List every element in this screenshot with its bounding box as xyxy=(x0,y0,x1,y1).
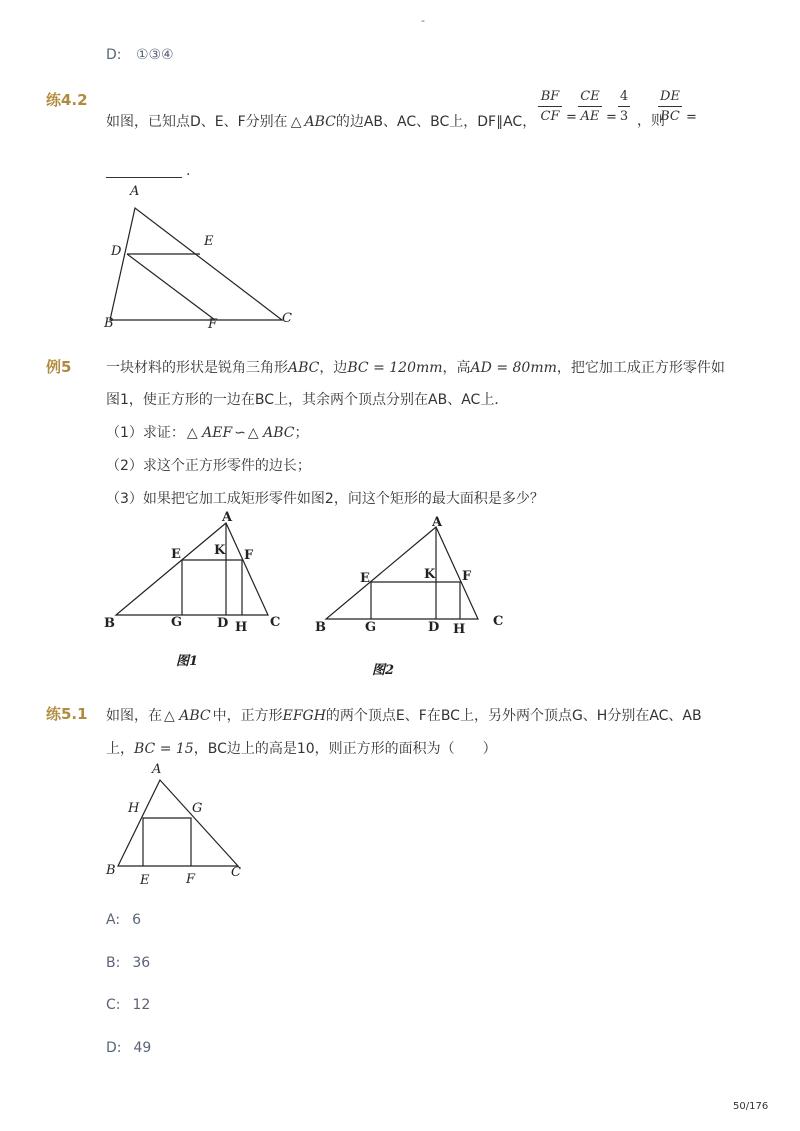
option-label: D: xyxy=(106,1040,122,1056)
label-a: A xyxy=(222,510,233,525)
label-g: G xyxy=(171,615,183,630)
example-5-line1 xyxy=(106,357,725,377)
option-value: 12 xyxy=(132,997,151,1013)
label-b: B xyxy=(315,620,326,635)
label-b: B xyxy=(106,863,116,878)
label-e: E xyxy=(140,873,150,888)
text-segment: （1）求证： xyxy=(106,425,185,441)
label-d: D xyxy=(111,244,122,259)
text-segment: ，BC边上的高是10，则正方形的面积为（ ） xyxy=(193,741,497,757)
label-b: B xyxy=(104,616,115,631)
label-c: C xyxy=(231,865,241,880)
option-label: B: xyxy=(106,955,121,971)
example-5-figure-1 xyxy=(100,505,290,675)
square-efgh xyxy=(143,818,191,866)
text-segment: ，高 xyxy=(442,360,471,376)
math-bc: BC = 15 xyxy=(134,741,194,757)
example-5-line2: 图1，使正方形的一边在BC上，其余两个顶点分别在AB、AC上． xyxy=(106,392,509,408)
triangle-abc xyxy=(326,527,478,619)
fraction-denominator: 3 xyxy=(619,109,629,124)
fraction-denominator: CF xyxy=(540,109,560,124)
label-g: G xyxy=(365,620,377,635)
example-5-question-3: （3）如果把它加工成矩形零件如图2，问这个矩形的最大面积是多少？ xyxy=(106,491,544,507)
label-e: E xyxy=(171,547,181,562)
option-label: D: xyxy=(106,47,122,63)
option-value: ①③④ xyxy=(135,47,174,63)
equals-sign: = xyxy=(606,110,617,125)
option-value: 49 xyxy=(133,1040,152,1056)
label-e: E xyxy=(360,571,370,586)
label-a: A xyxy=(152,762,162,777)
triangle-name: ABC xyxy=(304,114,336,130)
label-e: E xyxy=(204,234,214,249)
equals-sign: = xyxy=(566,110,577,125)
label-d: D xyxy=(217,616,229,631)
label-c: C xyxy=(493,614,504,629)
fraction-numerator: CE xyxy=(580,89,600,104)
triangle-abc xyxy=(110,208,282,320)
label-c: C xyxy=(282,311,292,326)
fraction-4-3 xyxy=(618,89,630,124)
option-a[interactable] xyxy=(106,912,141,928)
prev-option xyxy=(106,47,174,63)
exercise-5-1-figure xyxy=(100,758,260,893)
label-h: H xyxy=(453,622,466,637)
example-5-question-2: （2）求这个正方形零件的边长； xyxy=(106,458,311,474)
label-h: H xyxy=(128,801,140,816)
fraction-denominator: BC xyxy=(660,109,680,124)
text-segment: 一块材料的形状是锐角三角形 xyxy=(106,360,288,376)
label-b: B xyxy=(104,316,114,330)
fraction-ce-ae xyxy=(578,89,602,124)
label-g: G xyxy=(192,801,203,816)
fraction-bf-cf xyxy=(538,89,562,124)
exercise-4-2-figure xyxy=(100,180,300,330)
exercise-5-1-line1 xyxy=(106,705,702,725)
rectangle-efhg xyxy=(371,582,460,619)
fraction-numerator: BF xyxy=(540,89,560,104)
label-k: K xyxy=(214,543,226,558)
answer-blank xyxy=(106,177,182,178)
fraction-denominator: AE xyxy=(580,109,600,124)
fraction-numerator: 4 xyxy=(619,89,629,104)
triangle-abc: △ ABC xyxy=(247,425,295,441)
label-f: F xyxy=(186,872,196,887)
option-c[interactable] xyxy=(106,997,150,1013)
text-segment: 上， xyxy=(106,741,134,757)
text-segment: ，把它加工成正方形零件如 xyxy=(556,360,725,376)
exercise-5-1-line2 xyxy=(106,738,497,758)
page-number: 50/176 xyxy=(733,1101,769,1112)
blank-period: . xyxy=(186,163,191,179)
math-ad: AD = 80mm xyxy=(470,360,557,376)
option-b[interactable] xyxy=(106,955,150,971)
equals-sign: = xyxy=(686,110,697,125)
triangle-name: ABC xyxy=(288,360,320,376)
similar-symbol: ∽ xyxy=(234,425,246,441)
text-segment: ，边 xyxy=(319,360,348,376)
example-5-figure-2 xyxy=(310,505,510,680)
segment-df xyxy=(127,254,215,320)
label-k: K xyxy=(424,567,436,582)
fraction-numerator: DE xyxy=(660,89,680,104)
header-mark: - xyxy=(421,14,425,27)
label-h: H xyxy=(235,620,248,635)
option-label: C: xyxy=(106,997,121,1013)
label-d: D xyxy=(428,620,440,635)
square-efgh: EFGH xyxy=(282,708,326,724)
example-5-question-1 xyxy=(106,422,309,442)
then-text: ，则 xyxy=(637,113,665,129)
math-bc: BC = 120mm xyxy=(347,360,443,376)
text-segment: ； xyxy=(294,425,309,441)
exercise-4-2-tag: 练4.2 xyxy=(46,91,88,109)
text-segment: 的边AB、AC、BC上，DF∥AC， xyxy=(335,114,537,130)
option-label: A: xyxy=(106,912,121,928)
text-segment: 如图，在 xyxy=(106,708,162,724)
example-5-tag: 例5 xyxy=(46,358,72,376)
figure-1-caption: 图1 xyxy=(176,654,199,669)
label-c: C xyxy=(270,615,281,630)
triangle-aef: △ AEF xyxy=(186,425,233,441)
fraction-de-bc xyxy=(658,89,682,124)
figure-2-caption: 图2 xyxy=(372,663,395,678)
triangle-abc: △ ABC xyxy=(164,708,211,724)
option-value: 6 xyxy=(132,912,141,928)
option-d[interactable] xyxy=(106,1040,151,1056)
triangle-symbol: △ xyxy=(290,114,302,130)
label-f: F xyxy=(462,569,472,584)
exercise-4-2-text xyxy=(106,111,536,131)
text-segment: 中，正方形 xyxy=(212,708,283,724)
triangle-abc xyxy=(118,780,238,866)
label-f: F xyxy=(208,317,218,330)
option-value: 36 xyxy=(132,955,151,971)
label-f: F xyxy=(244,548,254,563)
triangle-abc xyxy=(116,523,268,615)
text-segment: 如图，已知点D、E、F分别在 xyxy=(106,114,288,130)
label-a: A xyxy=(432,515,443,530)
exercise-5-1-tag: 练5.1 xyxy=(46,705,88,723)
square-efhg xyxy=(182,560,242,615)
label-a: A xyxy=(130,184,140,199)
text-segment: 的两个顶点E、F在BC上，另外两个顶点G、H分别在AC、AB xyxy=(325,708,702,724)
